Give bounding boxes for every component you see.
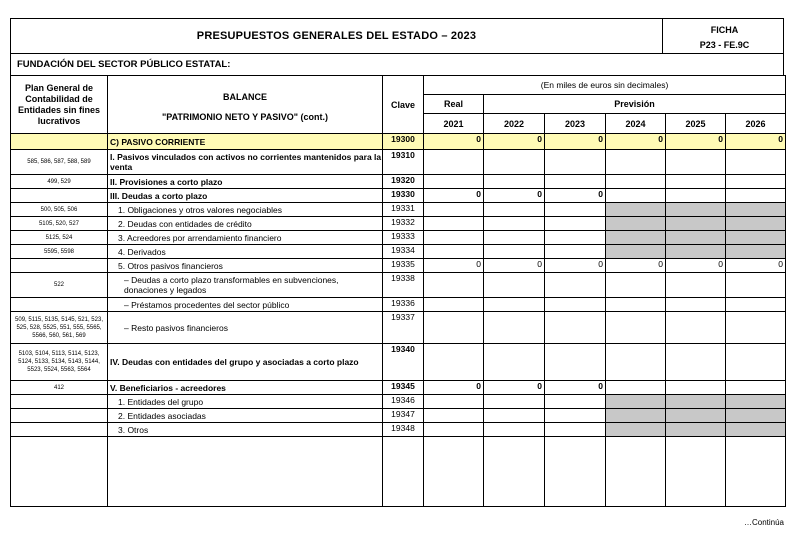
value-cell[interactable]	[484, 245, 545, 259]
value-cell[interactable]: 0	[484, 134, 545, 150]
row-label: 3. Otros	[108, 423, 383, 437]
ficha-label: FICHA	[710, 25, 739, 35]
row-clave: 19310	[383, 150, 424, 175]
pgc-accounts: 522	[11, 273, 108, 298]
value-cell[interactable]	[666, 231, 726, 245]
pgc-accounts: 499, 529	[11, 175, 108, 189]
row-clave: 19336	[383, 298, 424, 312]
value-cell[interactable]	[606, 150, 666, 175]
value-cell[interactable]	[666, 395, 726, 409]
value-cell[interactable]	[666, 298, 726, 312]
value-cell[interactable]	[666, 409, 726, 423]
value-cell[interactable]	[424, 175, 484, 189]
ficha-code: P23 - FE.9C	[699, 40, 750, 50]
table-row	[11, 217, 786, 231]
ficha-box	[662, 19, 786, 53]
value-cell[interactable]	[726, 312, 786, 344]
pgc-accounts	[11, 298, 108, 312]
row-clave: 19347	[383, 409, 424, 423]
value-cell[interactable]	[726, 175, 786, 189]
pgc-accounts: 412	[11, 381, 108, 395]
value-cell[interactable]: 0	[666, 134, 726, 150]
year-header: 2021	[424, 114, 484, 134]
year-header: 2025	[666, 114, 726, 134]
pgc-accounts: 5125, 524	[11, 231, 108, 245]
row-label: 2. Deudas con entidades de crédito	[108, 217, 383, 231]
table-row	[11, 231, 786, 245]
row-clave: 19346	[383, 395, 424, 409]
table-row	[11, 423, 786, 437]
row-label: 1. Obligaciones y otros valores negociables	[108, 203, 383, 217]
value-cell[interactable]: 0	[484, 259, 545, 273]
value-cell[interactable]	[666, 150, 726, 175]
value-cell[interactable]: 0	[545, 381, 606, 395]
value-cell[interactable]: 0	[545, 259, 606, 273]
pgc-accounts: 5595, 5598	[11, 245, 108, 259]
row-clave: 19320	[383, 175, 424, 189]
table-row	[11, 175, 786, 189]
real-header: Real	[424, 95, 484, 114]
value-cell[interactable]	[484, 423, 545, 437]
value-cell[interactable]: 0	[606, 134, 666, 150]
continues-note: …Continúa	[743, 518, 784, 527]
balance-table	[10, 75, 786, 507]
value-cell[interactable]	[424, 203, 484, 217]
value-cell[interactable]	[484, 217, 545, 231]
value-cell[interactable]: 0	[484, 381, 545, 395]
value-cell[interactable]	[606, 298, 666, 312]
row-label: III. Deudas a corto plazo	[108, 189, 383, 203]
row-clave: 19335	[383, 259, 424, 273]
table-row	[11, 203, 786, 217]
units-note: (En miles de euros sin decimales)	[424, 76, 786, 95]
value-cell[interactable]	[424, 312, 484, 344]
value-cell[interactable]: 0	[666, 259, 726, 273]
value-cell[interactable]	[424, 409, 484, 423]
table-row	[11, 273, 786, 298]
row-label: 4. Derivados	[108, 245, 383, 259]
value-cell[interactable]	[666, 381, 726, 395]
row-clave: 19337	[383, 312, 424, 344]
pgc-accounts	[11, 189, 108, 203]
row-label: – Resto pasivos financieros	[108, 312, 383, 344]
row-label: 1. Entidades del grupo	[108, 395, 383, 409]
value-cell[interactable]	[424, 150, 484, 175]
blank-row	[11, 437, 786, 507]
form-header	[10, 18, 784, 53]
value-cell[interactable]	[666, 217, 726, 231]
value-cell[interactable]: 0	[424, 259, 484, 273]
table-row	[11, 245, 786, 259]
value-cell[interactable]	[606, 409, 666, 423]
value-cell[interactable]: 0	[545, 189, 606, 203]
row-label: C) PASIVO CORRIENTE	[108, 134, 383, 150]
row-clave: 19330	[383, 189, 424, 203]
value-cell[interactable]: 0	[424, 134, 484, 150]
value-cell[interactable]	[484, 409, 545, 423]
row-clave: 19333	[383, 231, 424, 245]
value-cell[interactable]	[666, 344, 726, 381]
pgc-accounts	[11, 259, 108, 273]
year-header: 2022	[484, 114, 545, 134]
value-cell[interactable]	[606, 245, 666, 259]
value-cell[interactable]: 0	[424, 381, 484, 395]
value-cell[interactable]	[726, 189, 786, 203]
row-clave: 19345	[383, 381, 424, 395]
pgc-accounts: 500, 505, 506	[11, 203, 108, 217]
pgc-accounts	[11, 423, 108, 437]
value-cell[interactable]	[484, 298, 545, 312]
value-cell[interactable]	[666, 312, 726, 344]
value-cell[interactable]: 0	[726, 134, 786, 150]
value-cell[interactable]	[726, 150, 786, 175]
table-row	[11, 189, 786, 203]
value-cell[interactable]	[606, 217, 666, 231]
entity-name: FUNDACIÓN DEL SECTOR PÚBLICO ESTATAL:	[10, 53, 784, 75]
table-row	[11, 259, 786, 273]
value-cell[interactable]	[545, 231, 606, 245]
table-row	[11, 298, 786, 312]
value-cell[interactable]: 0	[484, 189, 545, 203]
value-cell[interactable]	[606, 312, 666, 344]
row-label: – Préstamos procedentes del sector público	[108, 298, 383, 312]
value-cell[interactable]	[606, 344, 666, 381]
row-label: 3. Acreedores por arrendamiento financiero	[108, 231, 383, 245]
value-cell[interactable]	[484, 344, 545, 381]
value-cell[interactable]	[545, 312, 606, 344]
balance-title: BALANCE	[223, 91, 267, 102]
value-cell[interactable]	[606, 395, 666, 409]
value-cell[interactable]	[726, 245, 786, 259]
value-cell[interactable]	[726, 273, 786, 298]
row-clave: 19334	[383, 245, 424, 259]
row-label: V. Beneficiarios - acreedores	[108, 381, 383, 395]
value-cell[interactable]	[666, 245, 726, 259]
value-cell[interactable]	[545, 203, 606, 217]
value-cell[interactable]	[726, 203, 786, 217]
pgc-accounts: 585, 586, 587, 588, 589	[11, 150, 108, 175]
row-label: IV. Deudas con entidades del grupo y asociadas a corto plazo	[108, 344, 383, 381]
value-cell[interactable]	[424, 423, 484, 437]
value-cell[interactable]	[484, 150, 545, 175]
row-label: – Deudas a corto plazo transformables en subvenciones, donaciones y legados	[108, 273, 383, 298]
value-cell[interactable]	[424, 273, 484, 298]
value-cell[interactable]	[606, 231, 666, 245]
value-cell[interactable]	[484, 312, 545, 344]
row-clave: 19338	[383, 273, 424, 298]
value-cell[interactable]	[545, 150, 606, 175]
value-cell[interactable]	[484, 273, 545, 298]
value-cell[interactable]	[424, 395, 484, 409]
value-cell[interactable]	[545, 245, 606, 259]
value-cell[interactable]: 0	[726, 259, 786, 273]
prevision-header: Previsión	[484, 95, 786, 114]
pgc-header: Plan General de Contabilidad de Entidades sin fines lucrativos	[11, 76, 108, 134]
value-cell[interactable]	[726, 423, 786, 437]
value-cell[interactable]	[484, 395, 545, 409]
row-clave: 19300	[383, 134, 424, 150]
table-row	[11, 150, 786, 175]
balance-header	[108, 76, 383, 134]
row-clave: 19348	[383, 423, 424, 437]
table-row	[11, 381, 786, 395]
budget-sheet	[10, 18, 784, 507]
value-cell[interactable]	[545, 395, 606, 409]
row-label: 5. Otros pasivos financieros	[108, 259, 383, 273]
value-cell[interactable]	[666, 203, 726, 217]
value-cell[interactable]	[545, 423, 606, 437]
pgc-accounts: 509, 5115, 5135, 5145, 521, 523, 525, 528, 5525, 551, 555, 5565, 5566, 560, 561, 569	[11, 312, 108, 344]
value-cell[interactable]	[424, 344, 484, 381]
year-header: 2024	[606, 114, 666, 134]
row-clave: 19340	[383, 344, 424, 381]
pgc-accounts	[11, 395, 108, 409]
value-cell[interactable]	[545, 175, 606, 189]
pgc-accounts: 5103, 5104, 5113, 5114, 5123, 5124, 5133, 5134, 5143, 5144, 5523, 5524, 5563, 5564	[11, 344, 108, 381]
value-cell[interactable]	[424, 217, 484, 231]
value-cell[interactable]	[545, 344, 606, 381]
table-body	[11, 134, 786, 437]
value-cell[interactable]	[666, 189, 726, 203]
value-cell[interactable]: 0	[424, 189, 484, 203]
row-clave: 19331	[383, 203, 424, 217]
value-cell[interactable]	[484, 231, 545, 245]
value-cell[interactable]	[606, 381, 666, 395]
value-cell[interactable]	[666, 175, 726, 189]
row-label: I. Pasivos vinculados con activos no corrientes mantenidos para la venta	[108, 150, 383, 175]
value-cell[interactable]	[545, 217, 606, 231]
table-row	[11, 134, 786, 150]
row-label: 2. Entidades asociadas	[108, 409, 383, 423]
pgc-accounts	[11, 409, 108, 423]
value-cell[interactable]	[726, 381, 786, 395]
value-cell[interactable]	[424, 298, 484, 312]
value-cell[interactable]	[606, 423, 666, 437]
table-row	[11, 409, 786, 423]
year-header: 2023	[545, 114, 606, 134]
pgc-accounts	[11, 134, 108, 150]
value-cell[interactable]	[606, 189, 666, 203]
value-cell[interactable]	[484, 175, 545, 189]
value-cell[interactable]	[424, 231, 484, 245]
row-label: II. Provisiones a corto plazo	[108, 175, 383, 189]
pgc-accounts: 5105, 520, 527	[11, 217, 108, 231]
row-clave: 19332	[383, 217, 424, 231]
form-title: PRESUPUESTOS GENERALES DEL ESTADO – 2023	[196, 30, 477, 42]
year-header: 2026	[726, 114, 786, 134]
value-cell[interactable]	[484, 203, 545, 217]
value-cell[interactable]	[726, 395, 786, 409]
table-row	[11, 344, 786, 381]
value-cell[interactable]	[726, 231, 786, 245]
balance-subtitle: "PATRIMONIO NETO Y PASIVO" (cont.)	[161, 111, 329, 122]
value-cell[interactable]	[606, 273, 666, 298]
value-cell[interactable]	[545, 273, 606, 298]
value-cell[interactable]: 0	[606, 259, 666, 273]
table-row	[11, 312, 786, 344]
clave-header: Clave	[383, 76, 424, 134]
value-cell[interactable]	[726, 344, 786, 381]
value-cell[interactable]	[606, 203, 666, 217]
value-cell[interactable]	[726, 217, 786, 231]
value-cell[interactable]	[545, 409, 606, 423]
value-cell[interactable]: 0	[545, 134, 606, 150]
value-cell[interactable]	[666, 423, 726, 437]
table-row	[11, 395, 786, 409]
value-cell[interactable]	[424, 245, 484, 259]
value-cell[interactable]	[666, 273, 726, 298]
value-cell[interactable]	[726, 298, 786, 312]
value-cell[interactable]	[726, 409, 786, 423]
value-cell[interactable]	[606, 175, 666, 189]
value-cell[interactable]	[545, 298, 606, 312]
